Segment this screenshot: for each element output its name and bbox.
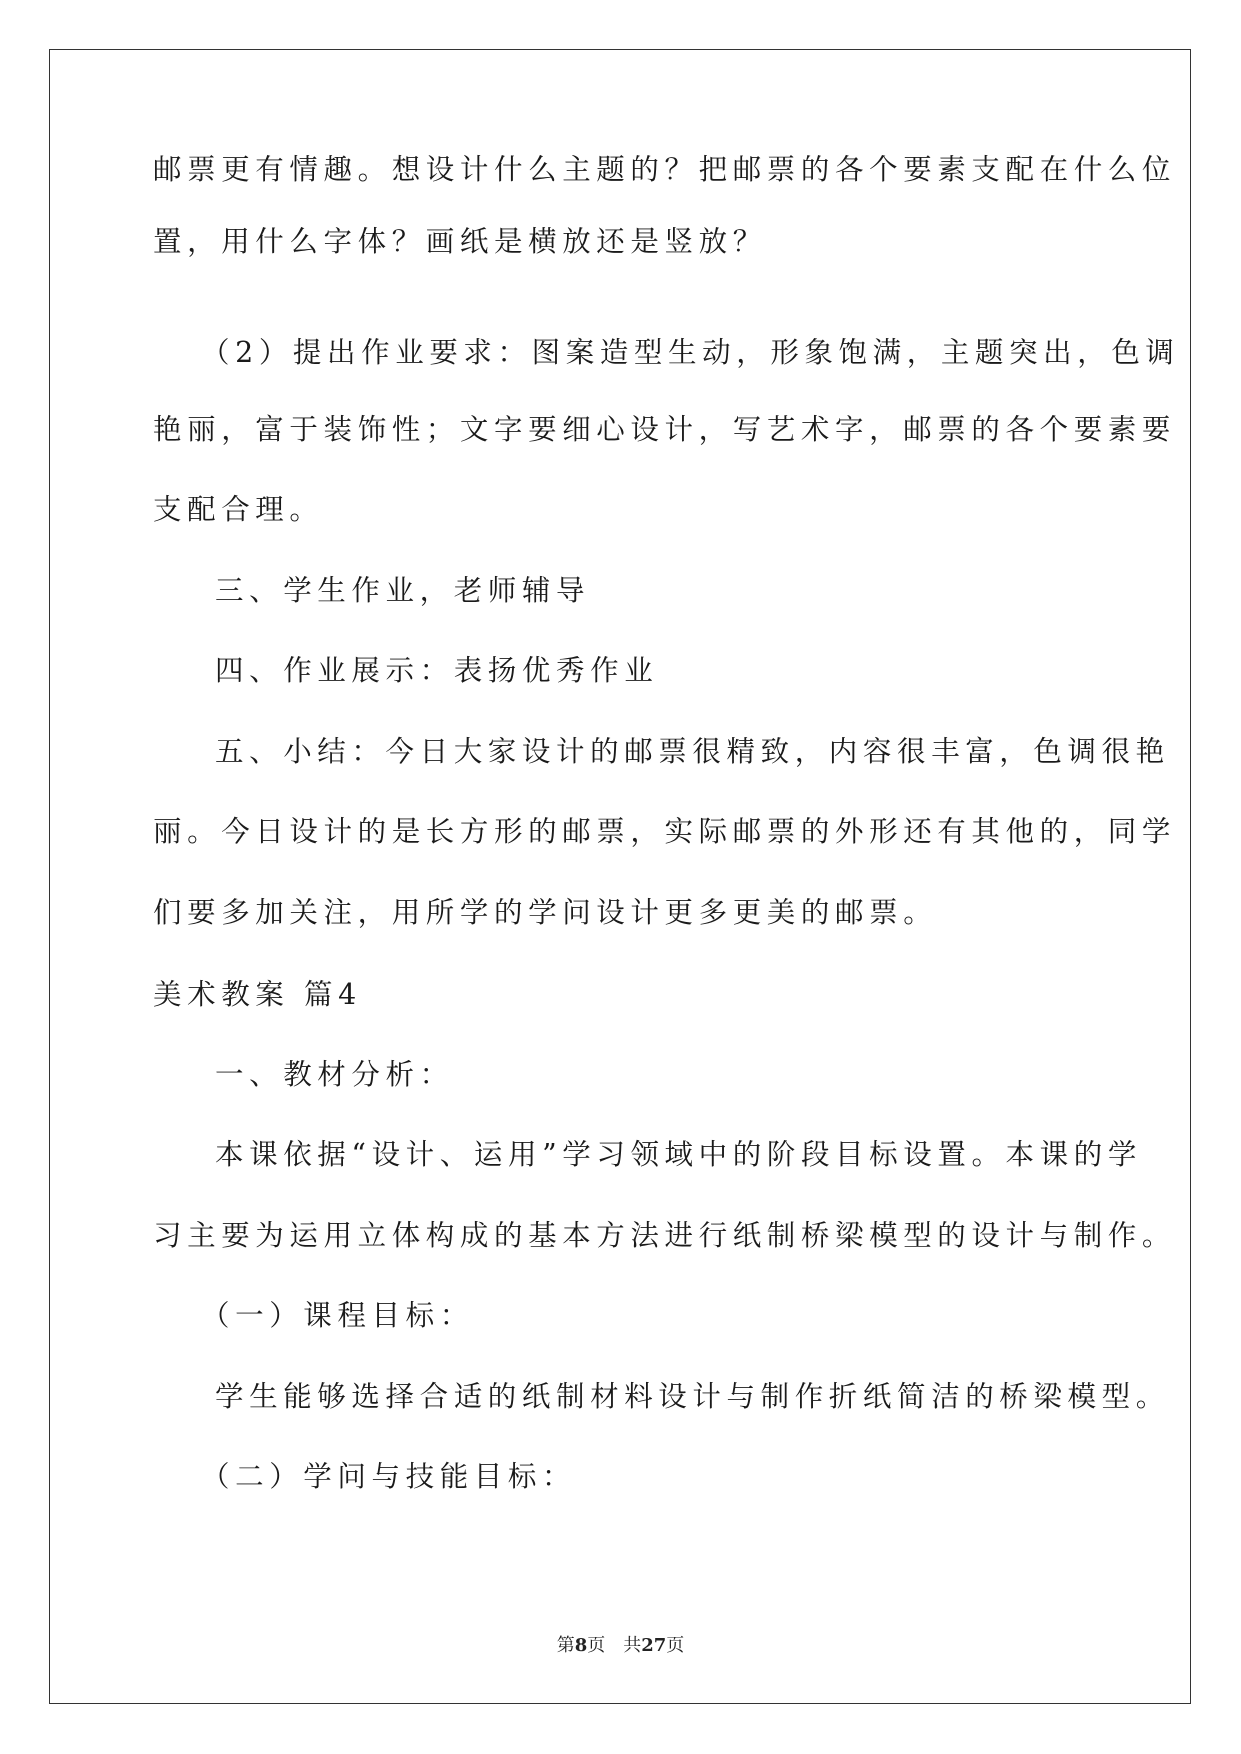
text-line-17: （二）学问与技能目标： — [201, 1460, 577, 1493]
footer-total-pages: 27 — [641, 1635, 667, 1656]
footer-current-page: 8 — [574, 1635, 588, 1656]
text-line-6: 三、学生作业，老师辅导 — [215, 574, 591, 607]
footer-total-suffix: 页 — [666, 1635, 685, 1656]
text-line-9: 丽。今日设计的是长方形的邮票，实际邮票的外形还有其他的，同学 — [153, 815, 1177, 848]
page-footer — [0, 1634, 1241, 1658]
text-line-3: （2）提出作业要求：图案造型生动，形象饱满，主题突出，色调 — [201, 336, 1180, 369]
footer-total-prefix: 共 — [623, 1635, 642, 1656]
text-line-16: 学生能够选择合适的纸制材料设计与制作折纸简洁的桥梁模型。 — [215, 1380, 1170, 1413]
footer-page-word: 页 — [587, 1635, 606, 1656]
text-line-8: 五、小结：今日大家设计的邮票很精致，内容很丰富，色调很艳 — [215, 735, 1170, 768]
text-line-13: 本课依据“设计、运用”学习领域中的阶段目标设置。本课的学 — [215, 1138, 1142, 1171]
text-line-10: 们要多加关注，用所学的学问设计更多更美的邮票。 — [153, 896, 938, 929]
section-heading: 美术教案 篇4 — [153, 978, 362, 1011]
text-line-2: 置，用什么字体？画纸是横放还是竖放？ — [153, 225, 767, 258]
text-line-14: 习主要为运用立体构成的基本方法进行纸制桥梁模型的设计与制作。 — [153, 1219, 1177, 1252]
text-line-4: 艳丽，富于装饰性；文字要细心设计，写艺术字，邮票的各个要素要 — [153, 413, 1177, 446]
footer-prefix: 第 — [556, 1635, 575, 1656]
text-line-1: 邮票更有情趣。想设计什么主题的？把邮票的各个要素支配在什么位 — [153, 153, 1177, 186]
text-line-12: 一、教材分析： — [215, 1058, 454, 1091]
page-border — [49, 49, 1191, 1704]
text-line-15: （一）课程目标： — [201, 1299, 474, 1332]
text-line-5: 支配合理。 — [153, 493, 324, 526]
text-line-7: 四、作业展示：表扬优秀作业 — [215, 654, 659, 687]
